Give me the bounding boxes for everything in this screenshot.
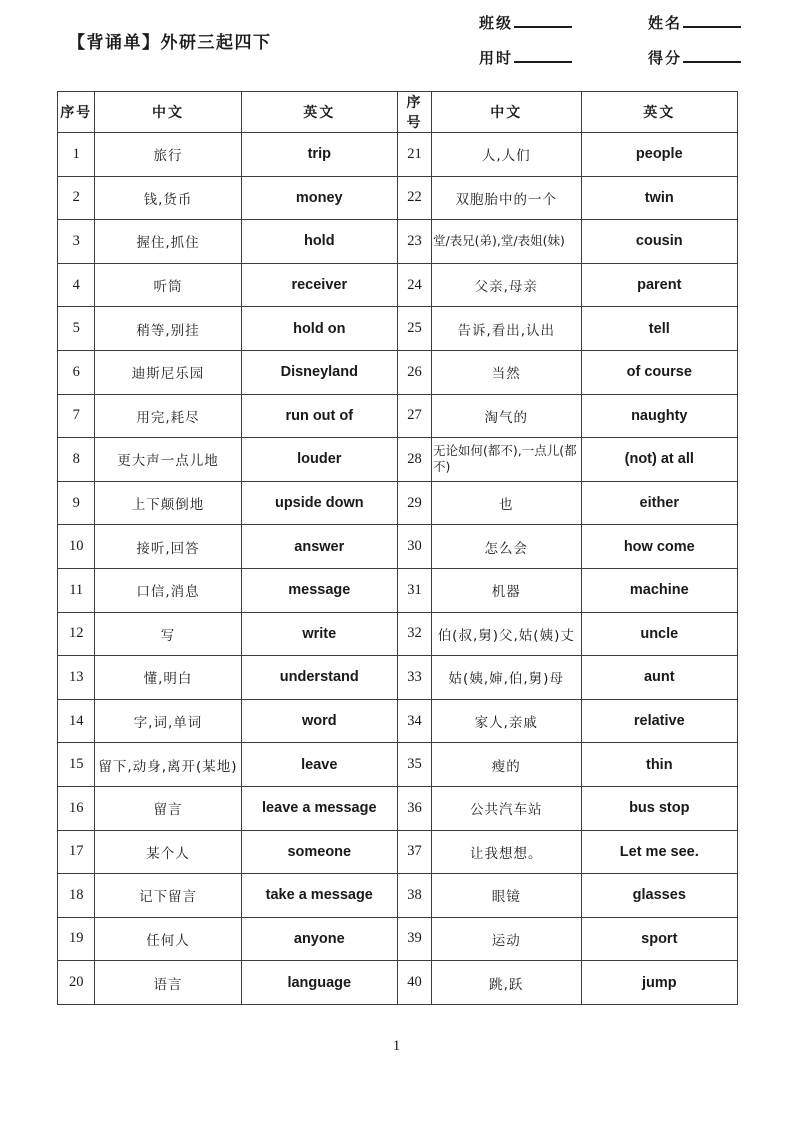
table-row [58, 438, 738, 482]
cell-cn-right: 跳,跃 [431, 961, 581, 1005]
cell-cn-left: 上下颠倒地 [95, 481, 241, 525]
cell-en-right: machine [581, 568, 737, 612]
col-header-cn-left: 中文 [95, 92, 241, 133]
cell-en-left: run out of [241, 394, 397, 438]
cell-cn-right: 父亲,母亲 [431, 263, 581, 307]
table-row [58, 481, 738, 525]
cell-en-left: understand [241, 656, 397, 700]
cell-en-right: how come [581, 525, 737, 569]
cell-en-right: jump [581, 961, 737, 1005]
time-field-blank [514, 50, 572, 63]
cell-no-right: 24 [397, 263, 431, 307]
cell-cn-left: 懂,明白 [95, 656, 241, 700]
cell-no-right: 33 [397, 656, 431, 700]
cell-en-right: relative [581, 699, 737, 743]
name-field-blank [683, 15, 741, 28]
cell-no-left: 8 [58, 438, 95, 482]
cell-cn-left: 稍等,别挂 [95, 307, 241, 351]
cell-en-left: language [241, 961, 397, 1005]
score-field-label: 得分 [647, 49, 682, 67]
col-header-en-right: 英文 [581, 92, 737, 133]
table-row [58, 830, 738, 874]
cell-cn-right: 无论如何(都不),一点儿(都不) [431, 438, 581, 482]
cell-cn-left: 写 [95, 612, 241, 656]
cell-cn-right: 双胞胎中的一个 [431, 176, 581, 220]
cell-no-left: 12 [58, 612, 95, 656]
cell-en-right: parent [581, 263, 737, 307]
cell-en-left: someone [241, 830, 397, 874]
cell-cn-left: 接听,回答 [95, 525, 241, 569]
cell-en-right: uncle [581, 612, 737, 656]
cell-en-right: bus stop [581, 786, 737, 830]
header-fields [479, 12, 741, 82]
cell-cn-right: 怎么会 [431, 525, 581, 569]
col-header-en-left: 英文 [241, 92, 397, 133]
cell-en-left: upside down [241, 481, 397, 525]
cell-cn-left: 更大声一点儿地 [95, 438, 241, 482]
cell-no-right: 28 [397, 438, 431, 482]
cell-cn-right: 堂/表兄(弟),堂/表姐(妹) [431, 220, 581, 264]
class-field-label: 班级 [479, 14, 514, 32]
cell-no-right: 30 [397, 525, 431, 569]
cell-no-left: 10 [58, 525, 95, 569]
cell-en-right: thin [581, 743, 737, 787]
cell-cn-right: 姑(姨,婶,伯,舅)母 [431, 656, 581, 700]
cell-en-left: Disneyland [241, 350, 397, 394]
table-row [58, 525, 738, 569]
cell-no-left: 19 [58, 917, 95, 961]
cell-cn-right: 也 [431, 481, 581, 525]
cell-en-left: louder [241, 438, 397, 482]
cell-cn-right: 让我想想。 [431, 830, 581, 874]
table-row [58, 961, 738, 1005]
cell-en-left: trip [241, 133, 397, 177]
cell-no-left: 18 [58, 874, 95, 918]
table-row [58, 743, 738, 787]
table-row [58, 263, 738, 307]
col-header-cn-right: 中文 [431, 92, 581, 133]
cell-no-right: 35 [397, 743, 431, 787]
class-field [479, 12, 572, 33]
cell-cn-right: 伯(叔,舅)父,姑(姨)丈 [431, 612, 581, 656]
table-row [58, 786, 738, 830]
cell-en-right: either [581, 481, 737, 525]
table-row [58, 176, 738, 220]
page-number: 1 [392, 1038, 401, 1054]
cell-en-left: receiver [241, 263, 397, 307]
cell-en-right: naughty [581, 394, 737, 438]
table-row [58, 350, 738, 394]
cell-no-right: 23 [397, 220, 431, 264]
cell-no-right: 25 [397, 307, 431, 351]
cell-en-right: cousin [581, 220, 737, 264]
cell-cn-left: 字,词,单词 [95, 699, 241, 743]
cell-no-left: 11 [58, 568, 95, 612]
cell-no-right: 27 [397, 394, 431, 438]
time-field [479, 47, 572, 68]
cell-no-left: 6 [58, 350, 95, 394]
cell-cn-left: 留下,动身,离开(某地) [95, 743, 241, 787]
cell-cn-right: 家人,亲戚 [431, 699, 581, 743]
name-field-label: 姓名 [647, 14, 682, 32]
cell-en-right: sport [581, 917, 737, 961]
cell-no-right: 40 [397, 961, 431, 1005]
cell-no-left: 7 [58, 394, 95, 438]
time-field-label: 用时 [479, 49, 514, 67]
table-row [58, 656, 738, 700]
table-row [58, 612, 738, 656]
cell-en-left: word [241, 699, 397, 743]
cell-no-left: 5 [58, 307, 95, 351]
table-row [58, 568, 738, 612]
cell-cn-left: 迪斯尼乐园 [95, 350, 241, 394]
cell-no-right: 34 [397, 699, 431, 743]
cell-en-left: answer [241, 525, 397, 569]
cell-cn-left: 留言 [95, 786, 241, 830]
cell-no-left: 16 [58, 786, 95, 830]
table-row [58, 307, 738, 351]
table-row [58, 874, 738, 918]
cell-no-right: 38 [397, 874, 431, 918]
cell-en-left: leave a message [241, 786, 397, 830]
cell-cn-left: 用完,耗尽 [95, 394, 241, 438]
cell-cn-left: 任何人 [95, 917, 241, 961]
cell-cn-left: 语言 [95, 961, 241, 1005]
cell-en-right: Let me see. [581, 830, 737, 874]
cell-cn-left: 握住,抓住 [95, 220, 241, 264]
cell-no-right: 37 [397, 830, 431, 874]
cell-no-right: 22 [397, 176, 431, 220]
header-fields-row-2 [479, 47, 741, 68]
cell-en-left: money [241, 176, 397, 220]
cell-cn-right: 当然 [431, 350, 581, 394]
cell-cn-left: 记下留言 [95, 874, 241, 918]
cell-cn-right: 瘦的 [431, 743, 581, 787]
cell-no-left: 3 [58, 220, 95, 264]
cell-en-right: of course [581, 350, 737, 394]
cell-no-right: 39 [397, 917, 431, 961]
cell-en-right: people [581, 133, 737, 177]
cell-en-right: tell [581, 307, 737, 351]
cell-en-right: twin [581, 176, 737, 220]
col-header-no-right: 序号 [397, 92, 431, 133]
cell-cn-left: 听筒 [95, 263, 241, 307]
cell-no-right: 26 [397, 350, 431, 394]
cell-no-left: 2 [58, 176, 95, 220]
cell-en-left: take a message [241, 874, 397, 918]
cell-cn-right: 眼镜 [431, 874, 581, 918]
cell-no-right: 36 [397, 786, 431, 830]
cell-cn-right: 告诉,看出,认出 [431, 307, 581, 351]
name-field [648, 12, 741, 33]
page-title: 【背诵单】外研三起四下 [68, 33, 272, 53]
table-row [58, 220, 738, 264]
table-header-row [58, 92, 738, 133]
cell-en-right: glasses [581, 874, 737, 918]
page-header [0, 0, 793, 82]
cell-cn-right: 淘气的 [431, 394, 581, 438]
cell-no-right: 21 [397, 133, 431, 177]
table-row [58, 699, 738, 743]
vocab-table [57, 91, 738, 1005]
cell-no-left: 9 [58, 481, 95, 525]
cell-no-left: 13 [58, 656, 95, 700]
cell-cn-right: 机器 [431, 568, 581, 612]
cell-cn-left: 钱,货币 [95, 176, 241, 220]
cell-en-left: write [241, 612, 397, 656]
cell-cn-left: 某个人 [95, 830, 241, 874]
cell-en-left: hold on [241, 307, 397, 351]
score-field [648, 47, 741, 68]
cell-cn-right: 人,人们 [431, 133, 581, 177]
cell-en-left: message [241, 568, 397, 612]
cell-no-left: 15 [58, 743, 95, 787]
cell-no-left: 14 [58, 699, 95, 743]
class-field-blank [514, 15, 572, 28]
cell-en-right: aunt [581, 656, 737, 700]
cell-cn-right: 公共汽车站 [431, 786, 581, 830]
cell-no-left: 1 [58, 133, 95, 177]
header-fields-row-1 [479, 12, 741, 33]
cell-en-left: hold [241, 220, 397, 264]
cell-no-right: 32 [397, 612, 431, 656]
table-row [58, 917, 738, 961]
cell-cn-left: 旅行 [95, 133, 241, 177]
cell-en-left: leave [241, 743, 397, 787]
col-header-no-left: 序号 [58, 92, 95, 133]
score-field-blank [683, 50, 741, 63]
table-row [58, 133, 738, 177]
cell-no-left: 4 [58, 263, 95, 307]
cell-no-left: 17 [58, 830, 95, 874]
cell-no-right: 31 [397, 568, 431, 612]
cell-no-left: 20 [58, 961, 95, 1005]
cell-en-right: (not) at all [581, 438, 737, 482]
cell-en-left: anyone [241, 917, 397, 961]
cell-cn-left: 口信,消息 [95, 568, 241, 612]
table-row [58, 394, 738, 438]
cell-cn-right: 运动 [431, 917, 581, 961]
cell-no-right: 29 [397, 481, 431, 525]
